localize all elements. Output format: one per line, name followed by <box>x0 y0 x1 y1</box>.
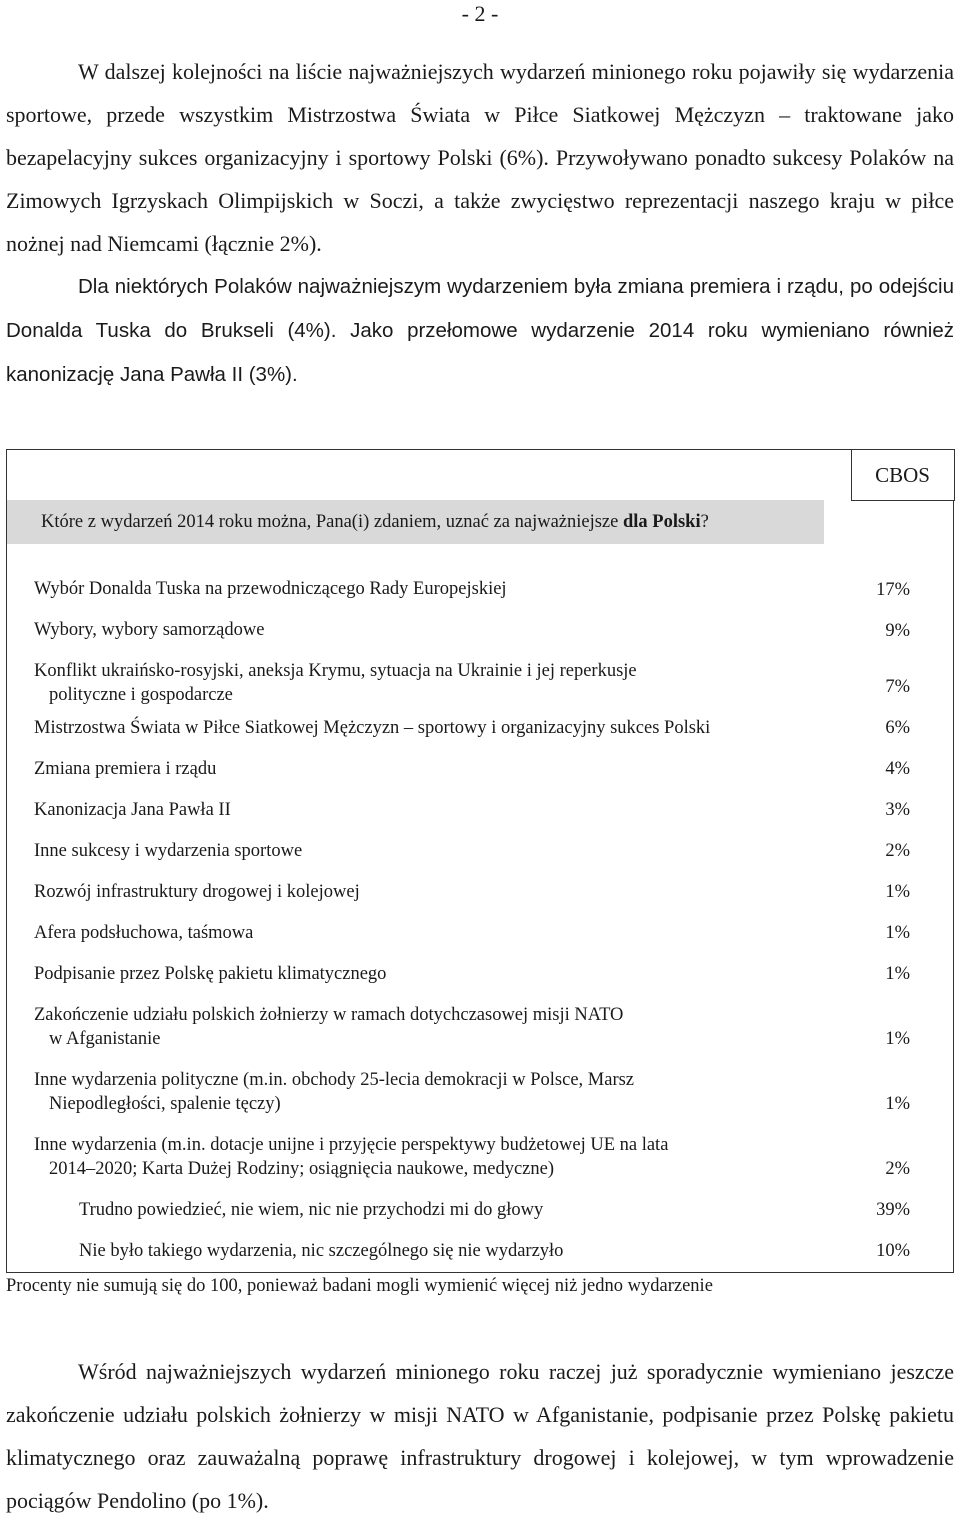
table-row-value: 7% <box>885 677 910 697</box>
table-row-value: 4% <box>885 759 910 779</box>
table-row-label <box>34 962 386 986</box>
table-row-value: 6% <box>885 718 910 738</box>
intro-paragraph-2: Dla niektórych Polaków najważniejszym wydarzeniem była zmiana premiera i rządu, po odejściu Donalda Tuska do Brukseli (4%). Jako przełomowe wydarzenie 2014 roku wymieniano również kanonizację Jana Pawła II (3%). <box>6 275 954 386</box>
question-band <box>7 500 824 544</box>
table-row-value: 10% <box>876 1241 910 1261</box>
row-label-line: Podpisanie przez Polskę pakietu klimatycznego <box>34 964 387 984</box>
table-row-value: 2% <box>885 841 910 861</box>
survey-question: Które z wydarzeń 2014 roku można, Pana(i) zdaniem, uznać za najważniejsze dla Polski? <box>41 512 709 532</box>
row-label-line: Rozwój infrastruktury drogowej i kolejowej <box>34 882 360 902</box>
table-row-value: 9% <box>885 621 910 641</box>
row-label-line: Zmiana premiera i rządu <box>34 759 217 779</box>
table-row-value: 2% <box>885 1159 910 1179</box>
row-label-line: Wybór Donalda Tuska na przewodniczącego Rady Europejskiej <box>34 579 507 599</box>
table-row-label <box>79 1198 543 1222</box>
table-row-label <box>34 880 360 904</box>
table-row-label <box>34 716 710 740</box>
row-label-line: Inne wydarzenia polityczne (m.in. obchody 25-lecia demokracji w Polsce, Marsz <box>34 1070 635 1090</box>
table-row-value: 3% <box>885 800 910 820</box>
row-label-line: Nie było takiego wydarzenia, nic szczególnego się nie wydarzyło <box>79 1241 564 1261</box>
table-row-value: 1% <box>885 1029 910 1049</box>
table-row-label <box>34 659 637 707</box>
table-row-value: 1% <box>885 923 910 943</box>
row-label-continuation: polityczne i gospodarcze <box>49 685 233 705</box>
table-row-label <box>79 1239 563 1263</box>
page-number: - 2 - <box>461 1 499 26</box>
row-label-line: Inne sukcesy i wydarzenia sportowe <box>34 841 303 861</box>
table-note: Procenty nie sumują się do 100, ponieważ badani mogli wymienić więcej niż jedno wydarzenie <box>6 1276 713 1296</box>
table-row-label <box>34 1003 623 1051</box>
table-row-label <box>34 798 231 822</box>
table-row-value: 1% <box>885 964 910 984</box>
table-row-label <box>34 577 507 601</box>
outro-paragraph: Wśród najważniejszych wydarzeń minionego roku raczej już sporadycznie wymieniano jeszcze zakończenie udziału polskich żołnierzy w misji NATO w Afganistanie, podpisanie przez Polskę pakietu klimatycznego oraz zauważalną poprawę infrastruktury drogowej i kolejowej, w tym wprowadzenie pociągów Pendolino (po 1%). <box>6 1359 954 1513</box>
table-row-label <box>34 618 264 642</box>
source-label: CBOS <box>851 449 955 501</box>
row-label-line: Zakończenie udziału polskich żołnierzy w ramach dotychczasowej misji NATO <box>34 1005 624 1025</box>
row-label-line: Inne wydarzenia (m.in. dotacje unijne i przyjęcie perspektywy budżetowej UE na lata <box>34 1135 669 1155</box>
table-row-label <box>34 839 302 863</box>
table-row-value: 39% <box>876 1200 910 1220</box>
row-label-continuation: Niepodległości, spalenie tęczy) <box>49 1094 281 1114</box>
row-label-continuation: 2014–2020; Karta Dużej Rodziny; osiągnięcia naukowe, medyczne) <box>49 1159 554 1179</box>
intro-paragraph-1: W dalszej kolejności na liście najważniejszych wydarzeń minionego roku pojawiły się wydarzenia sportowe, przede wszystkim Mistrzostwa Świata w Piłce Siatkowej Mężczyzn – traktowane jako bezapelacyjny sukces organizacyjny i sportowy Polski (6%). Przywoływano ponadto sukcesy Polaków na Zimowych Igrzyskach Olimpijskich w Soczi, a także zwycięstwo reprezentacji naszego kraju w piłce nożnej nad Niemcami (łącznie 2%). <box>6 59 954 256</box>
row-label-line: Afera podsłuchowa, taśmowa <box>34 923 254 943</box>
row-label-line: Wybory, wybory samorządowe <box>34 620 265 640</box>
table-row-value: 17% <box>876 580 910 600</box>
table-row-value: 1% <box>885 882 910 902</box>
table-row-label <box>34 921 253 945</box>
table-row-label <box>34 1068 634 1116</box>
row-label-line: Trudno powiedzieć, nie wiem, nic nie przychodzi mi do głowy <box>79 1200 544 1220</box>
table-row-value: 1% <box>885 1094 910 1114</box>
row-label-line: Konflikt ukraińsko-rosyjski, aneksja Krymu, sytuacja na Ukrainie i jej reperkusje <box>34 661 637 681</box>
row-label-line: Kanonizacja Jana Pawła II <box>34 800 231 820</box>
survey-table <box>6 449 954 1273</box>
row-label-continuation: w Afganistanie <box>49 1029 161 1049</box>
table-row-label <box>34 1133 668 1181</box>
table-row-label <box>34 757 216 781</box>
row-label-line: Mistrzostwa Świata w Piłce Siatkowej Mężczyzn – sportowy i organizacyjny sukces Polski <box>34 718 711 738</box>
